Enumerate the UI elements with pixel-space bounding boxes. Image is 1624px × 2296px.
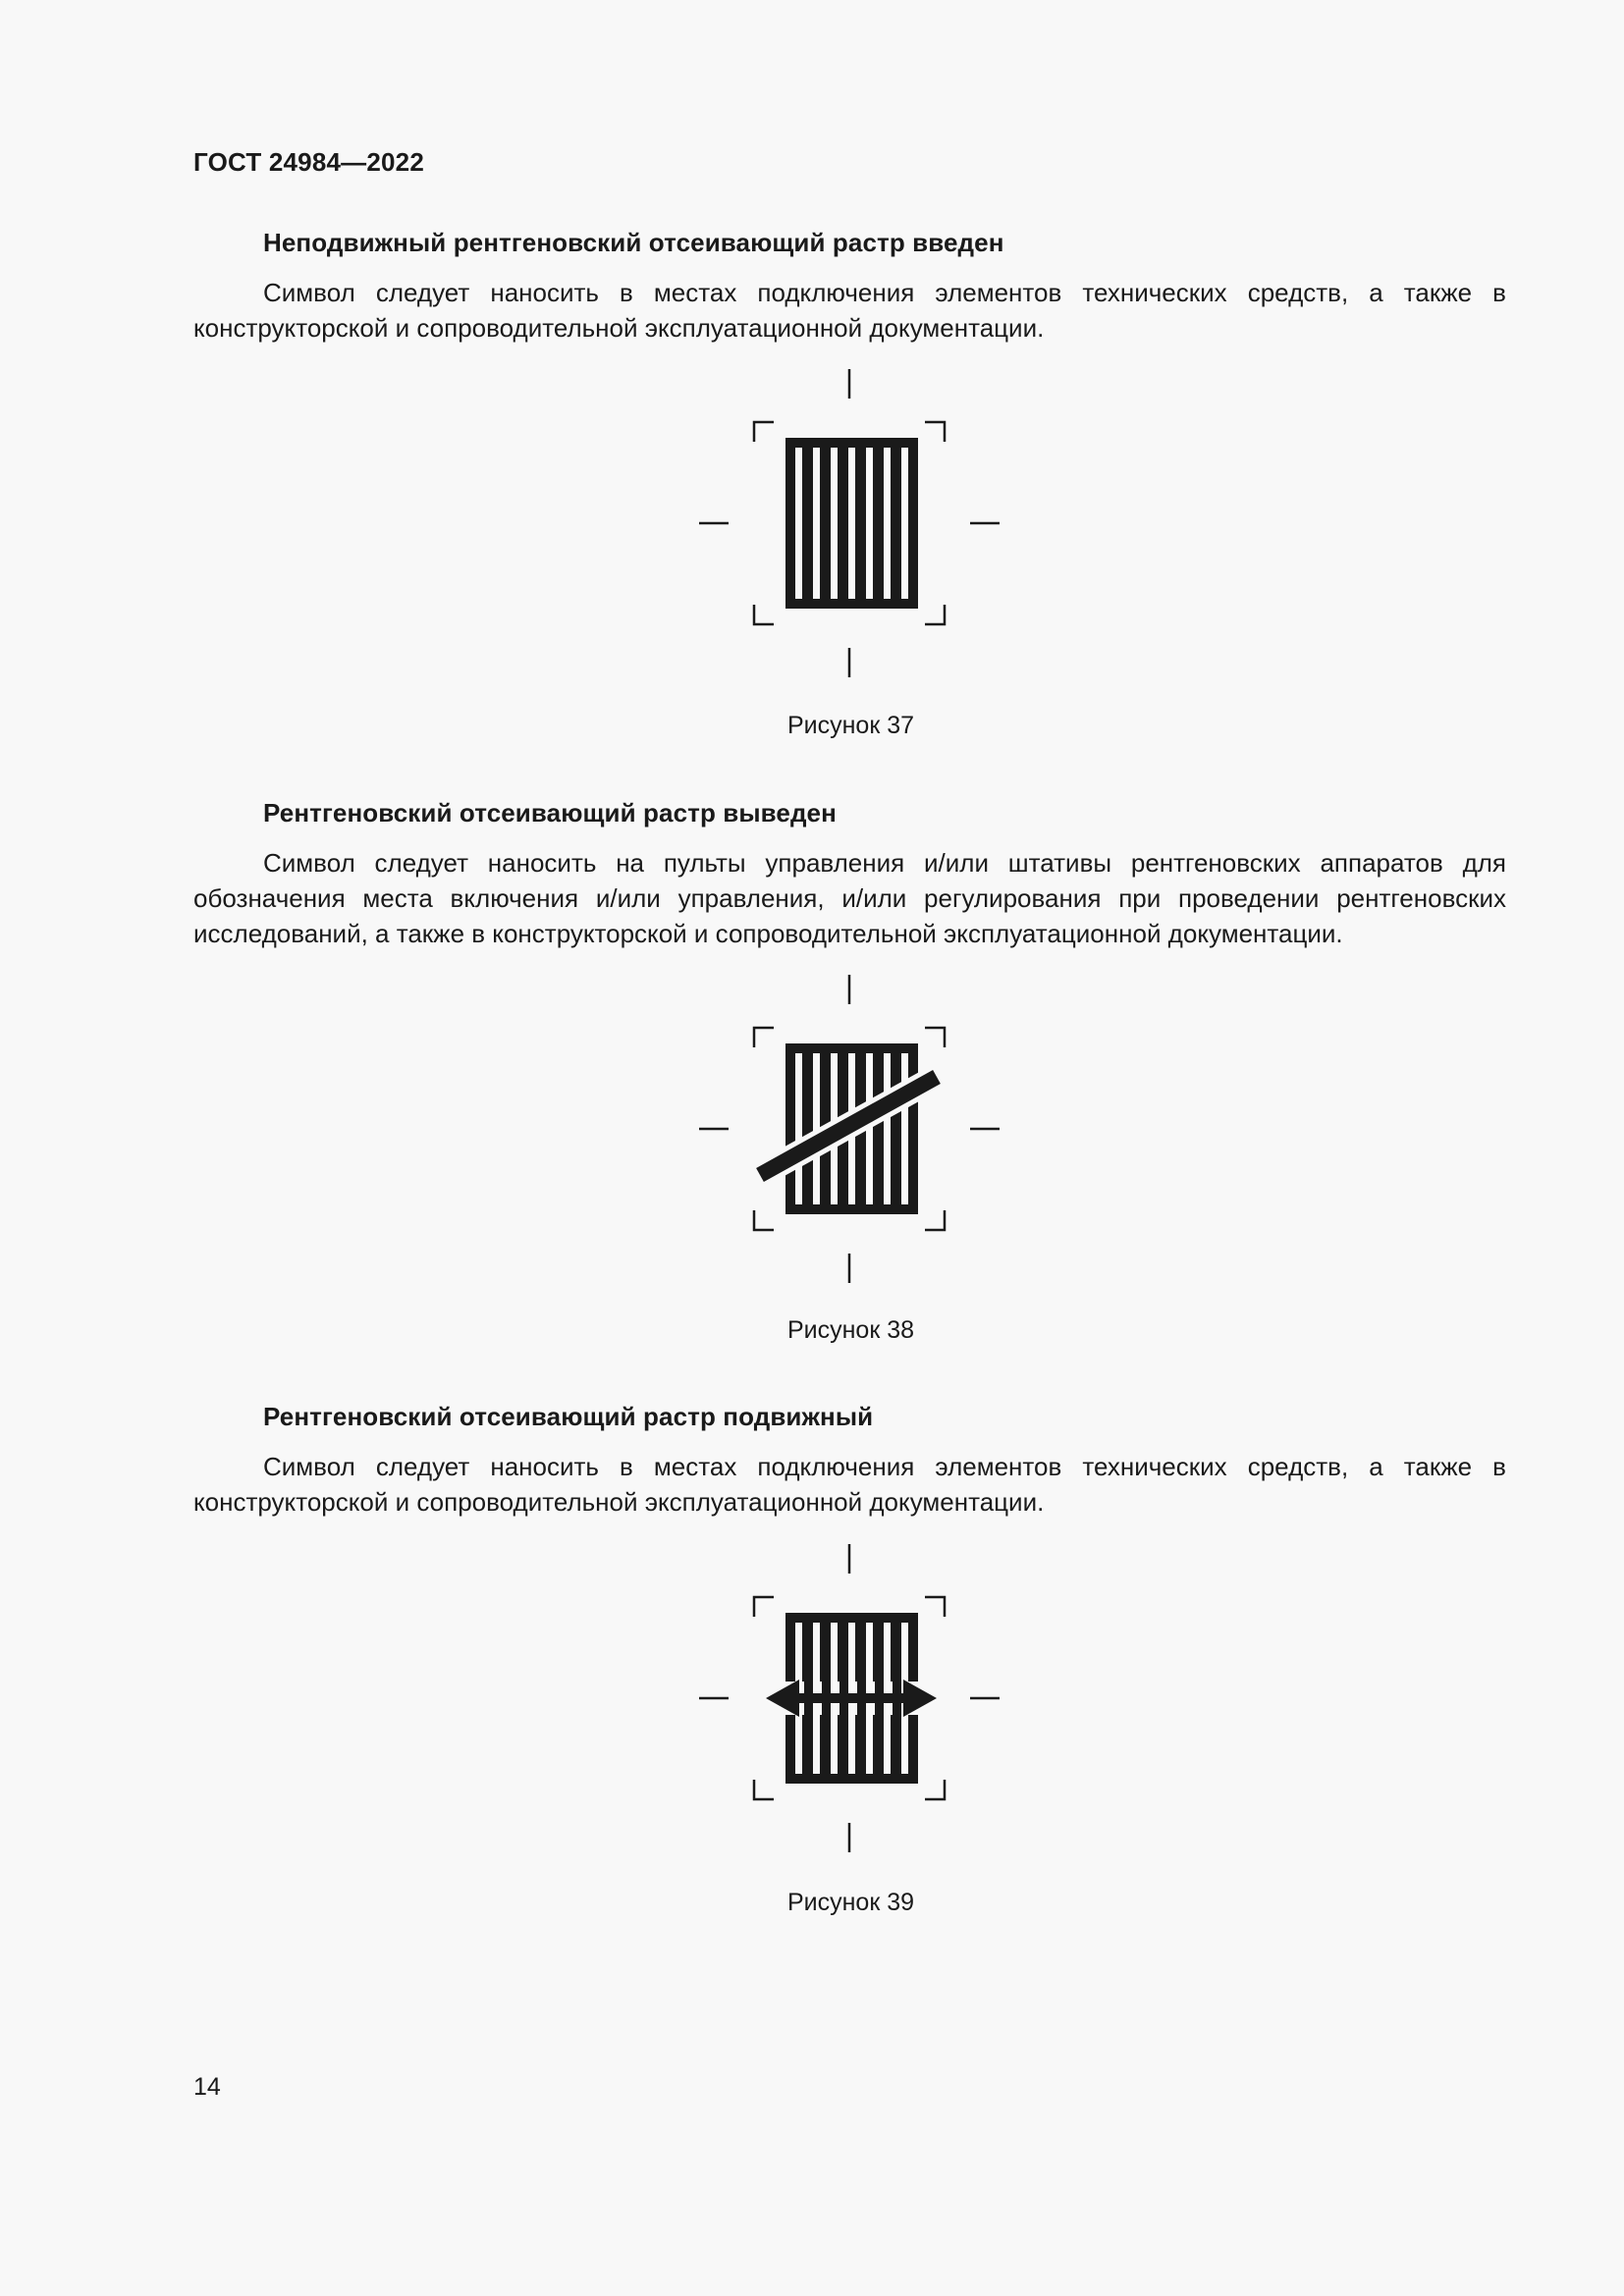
section-text-content: Символ следует наносить на пульты управления и/или штативы рентгеновских аппаратов для обозначения места включения и/или управления, и/или регулирования при проведении рентгеновских исследований, а также в конструкторской и сопроводительной эксплуатационной документации.	[193, 848, 1506, 948]
moving-antiscatter-grid-icon	[687, 1536, 1011, 1860]
section-heading-fixed-grid: Неподвижный рентгеновский отсеивающий растр введен	[263, 228, 1004, 257]
section-heading-grid-removed: Рентгеновский отсеивающий растр выведен	[263, 798, 837, 828]
section-text-grid-removed	[193, 845, 1506, 951]
figure-39	[687, 1536, 1011, 1860]
section-heading-moving-grid: Рентгеновский отсеивающий растр подвижный	[263, 1402, 874, 1431]
page-number: 14	[193, 2073, 221, 2101]
section-text-content: Символ следует наносить в местах подключения элементов технических средств, а также в конструкторской и сопроводительной эксплуатационной документации.	[193, 278, 1506, 343]
figure-37	[687, 361, 1011, 685]
document-header: ГОСТ 24984—2022	[193, 147, 424, 177]
figure-caption-37: Рисунок 37	[786, 712, 915, 739]
figure-caption-39: Рисунок 39	[786, 1889, 915, 1916]
figure-38	[687, 967, 1011, 1291]
section-text-fixed-grid	[193, 275, 1506, 346]
fixed-antiscatter-grid-icon	[687, 361, 1011, 685]
antiscatter-grid-removed-icon	[687, 967, 1011, 1291]
section-text-content: Символ следует наносить в местах подключения элементов технических средств, а также в конструкторской и сопроводительной эксплуатационной документации.	[193, 1452, 1506, 1517]
section-text-moving-grid	[193, 1449, 1506, 1520]
figure-caption-38: Рисунок 38	[786, 1316, 915, 1344]
